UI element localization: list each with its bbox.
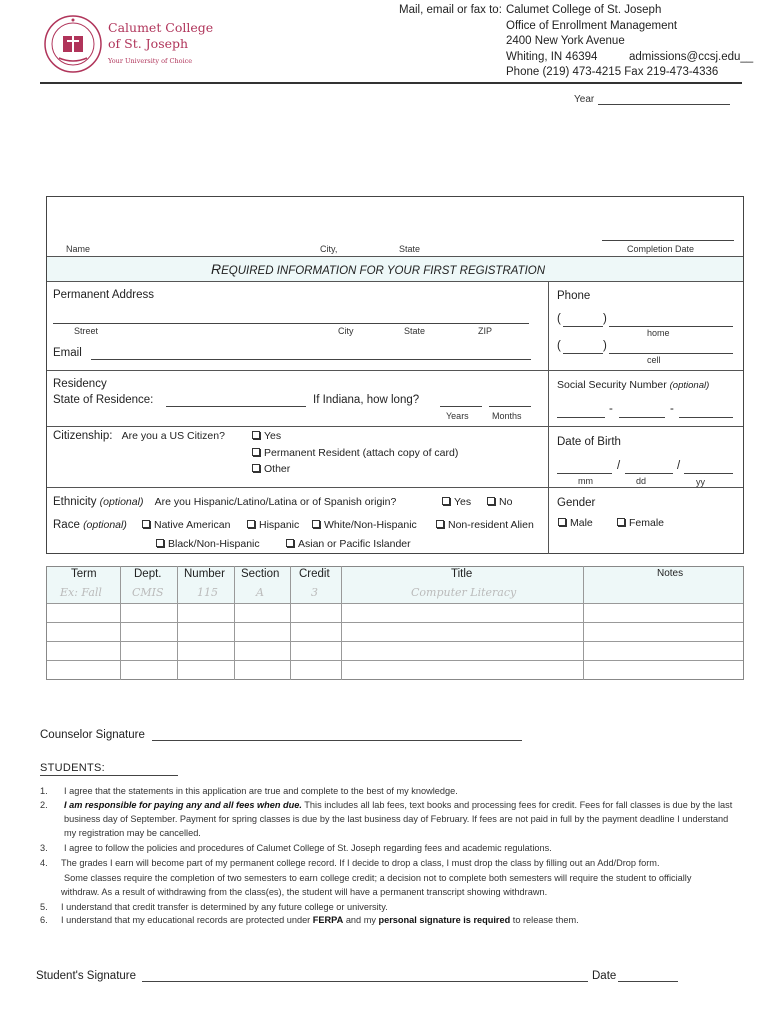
ethnicity-yes-label: Yes bbox=[454, 496, 472, 508]
checkbox-icon[interactable] bbox=[558, 518, 566, 526]
gender-female-option[interactable] bbox=[617, 517, 664, 529]
address-city-label: City bbox=[338, 326, 354, 336]
example-credit: 3 bbox=[311, 586, 318, 599]
statement-1 bbox=[40, 784, 458, 799]
statement-3 bbox=[40, 841, 552, 856]
column-header-term: Term bbox=[71, 568, 97, 580]
race-hispanic-option[interactable] bbox=[247, 519, 299, 531]
cell-area-code-field[interactable] bbox=[563, 353, 603, 354]
yy-label: yy bbox=[696, 477, 705, 487]
other-label: Other bbox=[264, 463, 291, 475]
permanent-resident-label: Permanent Resident (attach copy of card) bbox=[264, 447, 459, 459]
checkbox-icon[interactable] bbox=[286, 539, 294, 547]
example-title: Computer Literacy bbox=[411, 586, 517, 599]
dob-sep-1: / bbox=[617, 460, 621, 472]
statement-bold: I am responsible for paying any and all fees when due. bbox=[64, 800, 302, 810]
column-header-title: Title bbox=[451, 568, 473, 580]
email-label: Email bbox=[53, 347, 82, 359]
permanent-resident-option[interactable] bbox=[252, 447, 458, 459]
completion-date-label: Completion Date bbox=[627, 244, 695, 254]
row-line bbox=[47, 641, 743, 642]
statement-text: The grades I earn will become part of my permanent college record. If I decide to drop a class, I must drop the class by filling out an Add/Drop form. bbox=[61, 858, 660, 868]
statement-num: 6. bbox=[40, 915, 48, 925]
statement-6 bbox=[40, 913, 579, 928]
ssn-dash-1: - bbox=[609, 403, 613, 415]
col-line bbox=[341, 566, 342, 680]
race-native-american-option[interactable] bbox=[142, 519, 230, 531]
cell-phone-field[interactable] bbox=[609, 353, 733, 354]
mail-label: Mail, email or fax to: bbox=[399, 4, 502, 16]
ethnicity-yes-option[interactable] bbox=[442, 496, 471, 508]
race-option-label: Hispanic bbox=[259, 519, 300, 531]
years-label: Years bbox=[446, 411, 469, 421]
checkbox-icon[interactable] bbox=[436, 520, 444, 528]
us-citizen-yes-label: Yes bbox=[264, 430, 282, 442]
row-line bbox=[47, 603, 743, 604]
counselor-signature-field[interactable] bbox=[152, 740, 522, 741]
statement-2 bbox=[40, 798, 732, 813]
if-indiana-label: If Indiana, how long? bbox=[313, 394, 420, 406]
statement-text: I agree to follow the policies and procedures of Calumet College of St. Joseph regarding fees and academic regulations. bbox=[64, 843, 552, 853]
female-label: Female bbox=[629, 517, 665, 529]
us-citizen-question: Are you a US Citizen? bbox=[121, 430, 225, 442]
dob-year-field[interactable] bbox=[684, 473, 733, 474]
months-field[interactable] bbox=[489, 406, 531, 407]
race-option-label: Native American bbox=[154, 519, 231, 531]
citizenship-label: Citizenship: bbox=[53, 430, 113, 442]
address-line-3: 2400 New York Avenue bbox=[506, 35, 625, 47]
statement-num: 3. bbox=[40, 843, 48, 853]
dob-month-field[interactable] bbox=[557, 473, 612, 474]
statement-num: 2. bbox=[40, 800, 48, 810]
statement-text: This includes all lab fees, text books and processing fees for credit. Fees for fall classes is due by the last bbox=[301, 800, 733, 810]
header-rule bbox=[40, 82, 742, 84]
statement-4-cont-1: Some classes require the completion of two semesters to earn college credit; a decision not to complete both semesters will require the student to officially bbox=[64, 873, 692, 883]
race-nonresident-option[interactable] bbox=[436, 519, 534, 531]
years-field[interactable] bbox=[440, 406, 482, 407]
completion-date-field[interactable] bbox=[602, 240, 734, 241]
statement-text: I agree that the statements in this application are true and complete to the best of my knowledge. bbox=[64, 786, 458, 796]
statement-text: I understand that my educational records are protected under bbox=[61, 915, 313, 925]
student-signature-label: Student's Signature bbox=[36, 970, 137, 982]
home-label: home bbox=[647, 328, 670, 338]
email-field[interactable] bbox=[91, 359, 531, 360]
address-field[interactable] bbox=[53, 323, 529, 324]
col-line bbox=[290, 566, 291, 680]
phone-fax: Phone (219) 473-4215 Fax 219-473-4336 bbox=[506, 66, 719, 78]
statement-text: I understand that credit transfer is determined by any future college or university. bbox=[61, 902, 388, 912]
zip-label: ZIP bbox=[478, 326, 493, 336]
date-label: Date bbox=[592, 970, 617, 982]
col-line bbox=[120, 566, 121, 680]
home-area-code-field[interactable] bbox=[563, 326, 603, 327]
race-asian-option[interactable] bbox=[286, 538, 411, 550]
permanent-address-label: Permanent Address bbox=[53, 289, 155, 301]
cell-paren-open: ( bbox=[557, 340, 561, 352]
other-option[interactable] bbox=[252, 463, 290, 475]
ssn-dash-2: - bbox=[670, 403, 674, 415]
home-paren-open: ( bbox=[557, 313, 561, 325]
column-header-notes: Notes bbox=[657, 568, 684, 579]
date-field[interactable] bbox=[618, 981, 678, 982]
ssn-part1-field[interactable] bbox=[557, 417, 605, 418]
race-option-label: Asian or Pacific Islander bbox=[298, 538, 411, 550]
phone-label: Phone bbox=[557, 290, 591, 302]
address-state-label: State bbox=[404, 326, 426, 336]
statement-num: 5. bbox=[40, 902, 48, 912]
address-line-2: Office of Enrollment Management bbox=[506, 20, 678, 32]
panel-divider bbox=[548, 282, 549, 554]
race-black-option[interactable] bbox=[156, 538, 260, 550]
ssn-part3-field[interactable] bbox=[679, 417, 733, 418]
ethnicity-row bbox=[53, 496, 396, 508]
ssn-label-text: Social Security Number bbox=[557, 379, 667, 391]
city-label: City, bbox=[320, 244, 338, 254]
checkbox-icon[interactable] bbox=[142, 520, 150, 528]
name-label: Name bbox=[66, 244, 91, 254]
race-row-label bbox=[53, 519, 127, 531]
course-table bbox=[46, 566, 744, 680]
col-line bbox=[234, 566, 235, 680]
ssn-part2-field[interactable] bbox=[619, 417, 665, 418]
dob-sep-2: / bbox=[677, 460, 681, 472]
statement-4 bbox=[40, 856, 660, 871]
statement-4-cont-2: withdraw. As a result of withdrawing from the class(es), the student will have a permanent transcript showing withdrawn. bbox=[61, 887, 548, 897]
statement-text: and my bbox=[343, 915, 379, 925]
home-paren-close: ) bbox=[603, 313, 607, 325]
male-label: Male bbox=[570, 517, 593, 529]
col-line bbox=[177, 566, 178, 680]
state-residence-label: State of Residence: bbox=[53, 394, 154, 406]
logo-line2: of St. Joseph bbox=[108, 36, 189, 51]
home-phone-field[interactable] bbox=[609, 326, 733, 327]
example-section: A bbox=[256, 586, 264, 599]
divider-ethnicity bbox=[47, 487, 743, 488]
checkbox-icon[interactable] bbox=[252, 431, 260, 439]
statement-num: 4. bbox=[40, 858, 48, 868]
hispanic-question: Are you Hispanic/Latino/Latina or of Spanish origin? bbox=[154, 496, 397, 508]
checkbox-icon[interactable] bbox=[617, 518, 625, 526]
ferpa-text: FERPA bbox=[312, 915, 344, 925]
year-field[interactable] bbox=[598, 104, 730, 105]
state-label: State bbox=[399, 244, 421, 254]
months-label: Months bbox=[492, 411, 522, 421]
cell-label: cell bbox=[647, 355, 661, 365]
row-line bbox=[47, 622, 743, 623]
checkbox-icon[interactable] bbox=[252, 448, 260, 456]
citizenship-row bbox=[53, 430, 225, 442]
statement-2-cont-2: my registration may be cancelled. bbox=[64, 828, 201, 838]
counselor-signature-label: Counselor Signature bbox=[40, 729, 145, 741]
col-line bbox=[583, 566, 584, 680]
year-label: Year bbox=[574, 94, 595, 105]
checkbox-icon[interactable] bbox=[487, 497, 495, 505]
logo-line1: Calumet College bbox=[108, 20, 214, 35]
checkbox-icon[interactable] bbox=[247, 520, 255, 528]
section-title-rest: EQUIRED INFORMATION FOR YOUR FIRST REGISTRATION bbox=[221, 265, 546, 277]
divider-residency bbox=[47, 370, 743, 371]
race-option-label: Black/Non-Hispanic bbox=[168, 538, 260, 550]
race-option-label: Non-resident Alien bbox=[448, 519, 534, 531]
ssn-label bbox=[557, 379, 709, 391]
divider-citizenship bbox=[47, 426, 743, 427]
state-residence-field[interactable] bbox=[166, 406, 306, 407]
example-number: 115 bbox=[197, 586, 218, 599]
cell-paren-close: ) bbox=[603, 340, 607, 352]
dob-label: Date of Birth bbox=[557, 436, 621, 448]
students-heading-underline bbox=[40, 775, 178, 776]
checkbox-icon[interactable] bbox=[156, 539, 164, 547]
ethnicity-no-label: No bbox=[499, 496, 513, 508]
column-header-credit: Credit bbox=[299, 568, 330, 580]
logo-tagline: Your University of Choice bbox=[108, 57, 193, 65]
contact-email[interactable]: admissions@ccsj.edu__ bbox=[629, 51, 754, 63]
students-heading: STUDENTS: bbox=[40, 762, 106, 774]
example-dept: CMIS bbox=[132, 586, 164, 599]
section-title bbox=[211, 261, 545, 277]
ethnicity-no-option[interactable] bbox=[487, 496, 512, 508]
dd-label: dd bbox=[636, 476, 647, 486]
us-citizen-yes-option[interactable] bbox=[252, 430, 281, 442]
row-line bbox=[47, 660, 743, 661]
ethnicity-optional: (optional) bbox=[99, 496, 144, 508]
race-white-option[interactable] bbox=[312, 519, 417, 531]
section-title-first-letter: R bbox=[211, 261, 222, 277]
example-term: Ex: Fall bbox=[60, 586, 102, 599]
column-header-dept: Dept. bbox=[134, 568, 162, 580]
gender-label: Gender bbox=[557, 497, 596, 509]
race-option-label: White/Non-Hispanic bbox=[324, 519, 417, 531]
column-header-number: Number bbox=[184, 568, 225, 580]
checkbox-icon[interactable] bbox=[252, 464, 260, 472]
address-line-1: Calumet College of St. Joseph bbox=[506, 4, 662, 16]
mm-label: mm bbox=[578, 476, 593, 486]
signature-required-text: personal signature is required bbox=[378, 915, 511, 925]
ssn-optional: (optional) bbox=[669, 380, 710, 391]
race-optional: (optional) bbox=[83, 519, 127, 531]
college-logo bbox=[43, 14, 103, 74]
ethnicity-label: Ethnicity bbox=[53, 496, 97, 508]
street-label: Street bbox=[74, 326, 99, 336]
statement-2-cont-1: business day of September. Payment for spring classes is due by the last business day of February. If fees are not paid in full by the payment deadline I understand bbox=[64, 814, 729, 824]
column-header-section: Section bbox=[241, 568, 280, 580]
statement-num: 1. bbox=[40, 786, 48, 796]
address-line-4: Whiting, IN 46394 bbox=[506, 51, 598, 63]
race-label: Race bbox=[53, 519, 80, 531]
dob-day-field[interactable] bbox=[625, 473, 673, 474]
checkbox-icon[interactable] bbox=[442, 497, 450, 505]
student-signature-field[interactable] bbox=[142, 981, 588, 982]
residency-label: Residency bbox=[53, 378, 107, 390]
gender-male-option[interactable] bbox=[558, 517, 593, 529]
checkbox-icon[interactable] bbox=[312, 520, 320, 528]
statement-text: to release them. bbox=[510, 915, 579, 925]
